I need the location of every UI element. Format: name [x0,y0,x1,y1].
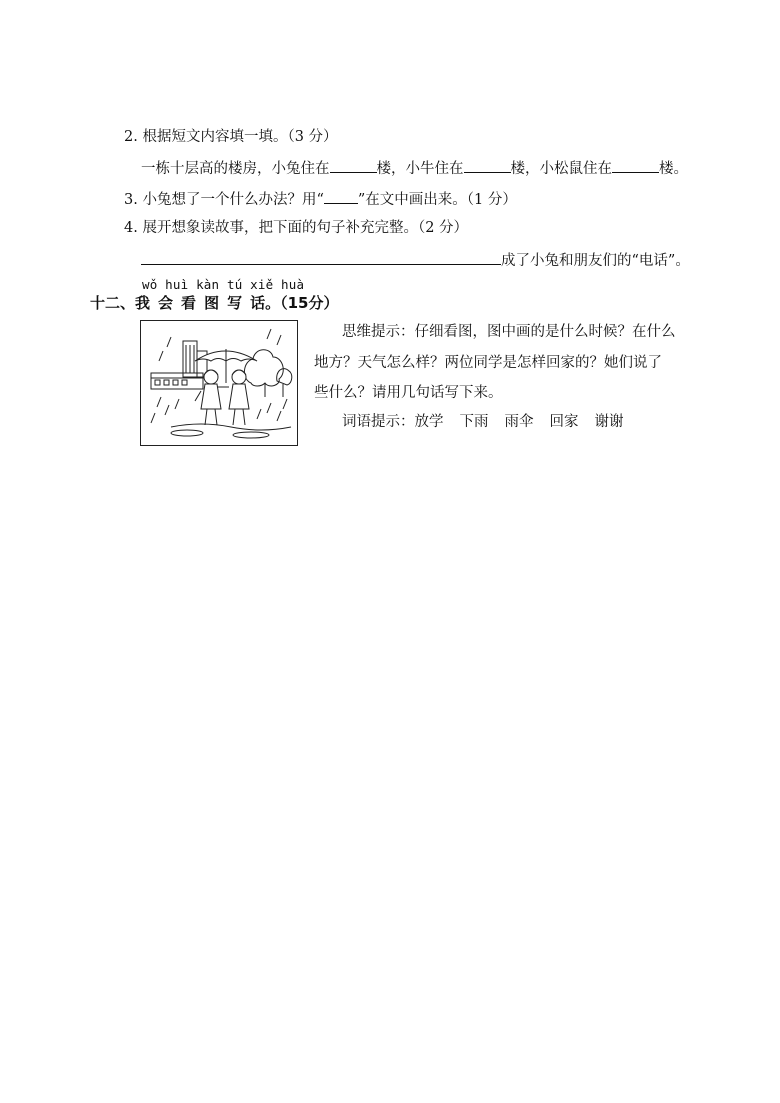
title-char: 话 [250,294,266,312]
question-2-title: 2. 根据短文内容填一填。（3 分） [124,129,338,145]
q2-text-4: 楼。 [659,161,688,177]
section-12-pinyin: wǒ huì kàn tú xiě huà [142,277,305,292]
question-4-sentence [141,250,690,271]
q2-text-3: 楼，小松鼠住在 [510,161,612,177]
rainy-day-picture [140,320,298,446]
section-12-title [90,293,338,313]
question-3 [124,189,517,210]
hint-line-3: 些什么？请用几句话写下来。 [314,385,503,401]
word-hints [342,407,624,438]
word-hint-item: 回家 [549,414,579,430]
blank-cow-floor[interactable] [464,158,511,173]
question-4-title: 4. 展开想象读故事，把下面的句子补充完整。（2 分） [124,220,469,236]
blank-rabbit-floor[interactable] [330,158,377,173]
title-char: 看 [181,294,205,312]
hint-line-1: 思维提示：仔细看图，图中画的是什么时候？在什么 [342,324,676,340]
title-char: 会 [158,294,182,312]
blank-phone-answer[interactable] [141,250,501,265]
word-hint-item: 下雨 [459,414,489,430]
underline-mark-sample [324,189,358,204]
q4-tail: 成了小兔和朋友们的“电话”。 [501,253,690,269]
title-char: 我 [135,294,159,312]
word-hint-item: 谢谢 [594,414,624,430]
hint-line-2: 地方？天气怎么样？两位同学是怎样回家的？她们说了 [314,355,662,371]
section-12-score: 。（15分） [265,294,339,312]
question-2-sentence [141,158,688,179]
q2-text-2: 楼，小牛住在 [376,161,464,177]
word-hint-item: 雨伞 [504,414,534,430]
rainy-day-illustration [141,321,297,445]
word-hint-label: 词语提示： [342,414,415,430]
q3-text-1: 3. 小兔想了一个什么办法？用“ [124,192,324,208]
title-char: 写 [227,294,251,312]
q2-text-1: 一栋十层高的楼房，小兔住在 [141,161,330,177]
title-char: 图 [204,294,228,312]
blank-squirrel-floor[interactable] [612,158,659,173]
word-hint-item: 放学 [414,414,444,430]
q3-text-2: ”在文中画出来。（1 分） [357,192,517,208]
section-12-number: 十二、 [90,294,136,312]
